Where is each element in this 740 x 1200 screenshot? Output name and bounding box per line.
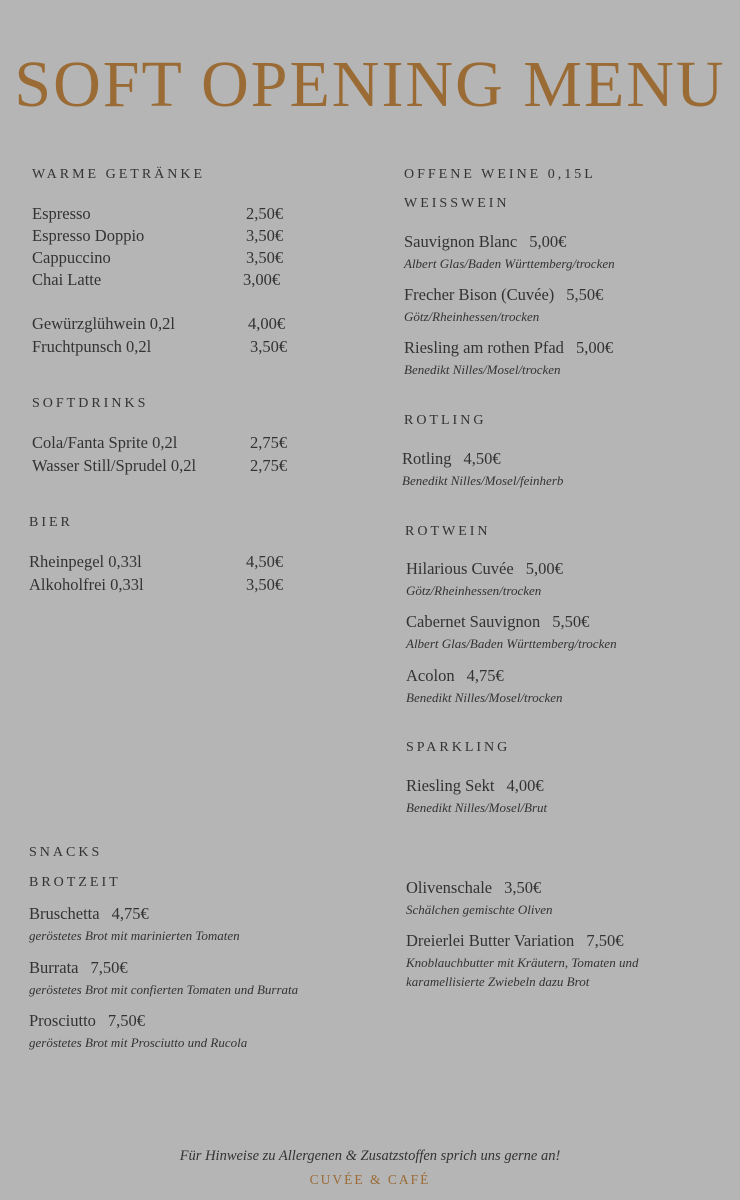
item-price: 5,00€ bbox=[525, 559, 563, 578]
item-price: 3,50€ bbox=[250, 337, 288, 356]
item-name: Riesling Sekt bbox=[406, 776, 495, 795]
section-heading-warme-getraenke: WARME GETRÄNKE bbox=[32, 167, 206, 182]
item-description-line-2: karamellisierte Zwiebeln dazu Brot bbox=[406, 974, 590, 989]
menu-item bbox=[32, 455, 196, 477]
item-description: Benedikt Nilles/Mosel/trocken bbox=[406, 690, 563, 705]
item-name: Fruchtpunsch 0,2l bbox=[32, 337, 152, 356]
item-price: 7,50€ bbox=[586, 931, 624, 950]
item-price: 4,50€ bbox=[463, 449, 501, 468]
item-price: 4,75€ bbox=[111, 904, 149, 923]
menu-item bbox=[404, 232, 566, 252]
item-price: 4,00€ bbox=[248, 314, 286, 333]
item-name: Hilarious Cuvée bbox=[406, 559, 514, 578]
menu-item bbox=[32, 269, 101, 291]
item-name: Rotling bbox=[402, 449, 452, 468]
item-price: 5,00€ bbox=[575, 338, 614, 357]
item-name: Bruschetta bbox=[29, 904, 100, 923]
menu-item bbox=[32, 225, 144, 247]
item-price: 7,50€ bbox=[107, 1011, 146, 1030]
menu-item bbox=[404, 338, 613, 358]
item-name: Olivenschale bbox=[406, 878, 493, 897]
item-name: Cappuccino bbox=[32, 248, 111, 267]
subsection-heading-brotzeit: BROTZEIT bbox=[29, 875, 121, 890]
section-heading-snacks: SNACKS bbox=[29, 845, 103, 860]
menu-item bbox=[32, 313, 175, 335]
item-name: Wasser Still/Sprudel 0,2l bbox=[32, 456, 197, 475]
menu-item bbox=[406, 776, 544, 796]
item-description: Götz/Rheinhessen/trocken bbox=[404, 309, 540, 324]
subsection-heading-weisswein: WEISSWEIN bbox=[404, 196, 510, 211]
item-price: 3,50€ bbox=[246, 575, 284, 594]
item-description: geröstetes Brot mit confierten Tomaten und Burrata bbox=[29, 982, 299, 997]
section-heading-bier: BIER bbox=[29, 515, 73, 530]
item-price: 5,50€ bbox=[552, 612, 590, 631]
menu-item bbox=[29, 574, 144, 596]
item-description: geröstetes Brot mit Prosciutto und Rucola bbox=[29, 1035, 248, 1050]
item-name: Prosciutto bbox=[29, 1011, 96, 1030]
item-name: Dreierlei Butter Variation bbox=[406, 931, 575, 950]
item-name: Espresso bbox=[32, 204, 91, 223]
menu-item bbox=[406, 559, 563, 579]
menu-item bbox=[404, 285, 603, 305]
item-name: Rheinpegel 0,33l bbox=[29, 552, 142, 571]
item-name: Riesling am rothen Pfad bbox=[404, 338, 564, 357]
menu-item bbox=[32, 247, 111, 269]
menu-item bbox=[29, 551, 142, 573]
item-price: 4,75€ bbox=[466, 666, 504, 685]
section-heading-softdrinks: SOFTDRINKS bbox=[32, 396, 149, 411]
item-description: Albert Glas/Baden Württemberg/trocken bbox=[406, 636, 617, 651]
menu-item bbox=[402, 449, 501, 469]
item-name: Cabernet Sauvignon bbox=[406, 612, 541, 631]
item-description: geröstetes Brot mit marinierten Tomaten bbox=[29, 928, 240, 943]
item-description: Albert Glas/Baden Württemberg/trocken bbox=[404, 256, 615, 271]
item-description: Benedikt Nilles/Mosel/feinherb bbox=[402, 473, 564, 488]
menu-item bbox=[29, 904, 149, 924]
menu-item bbox=[29, 958, 128, 978]
item-price: 3,00€ bbox=[243, 270, 281, 289]
item-price: 3,50€ bbox=[246, 248, 284, 267]
item-name: Alkoholfrei 0,33l bbox=[29, 575, 144, 594]
item-description: Benedikt Nilles/Mosel/Brut bbox=[406, 800, 548, 815]
menu-item bbox=[406, 931, 623, 951]
item-description: Knoblauchbutter mit Kräutern, Tomaten und bbox=[406, 955, 639, 970]
menu-item bbox=[32, 336, 151, 358]
subsection-heading-sparkling: SPARKLING bbox=[406, 740, 511, 755]
item-price: 3,50€ bbox=[246, 226, 284, 245]
item-price: 2,75€ bbox=[250, 433, 288, 452]
item-name: Gewürzglühwein 0,2l bbox=[32, 314, 175, 333]
item-name: Chai Latte bbox=[32, 270, 102, 289]
menu-title: SOFT OPENING MENU bbox=[14, 48, 726, 121]
menu-item bbox=[32, 432, 177, 454]
subsection-heading-rotling: ROTLING bbox=[404, 413, 487, 428]
menu-item bbox=[406, 612, 589, 632]
menu-item bbox=[32, 203, 91, 225]
item-price: 2,50€ bbox=[246, 204, 284, 223]
item-name: Sauvignon Blanc bbox=[404, 232, 518, 251]
subsection-heading-rotwein: ROTWEIN bbox=[405, 524, 491, 539]
item-price: 5,50€ bbox=[566, 285, 604, 304]
item-price: 2,75€ bbox=[250, 456, 288, 475]
item-name: Espresso Doppio bbox=[32, 226, 145, 245]
item-price: 3,50€ bbox=[504, 878, 542, 897]
allergen-note: Für Hinweise zu Allergenen & Zusatzstoffen sprich uns gerne an! bbox=[179, 1148, 561, 1164]
item-price: 4,00€ bbox=[506, 776, 544, 795]
item-description: Schälchen gemischte Oliven bbox=[406, 902, 553, 917]
item-name: Acolon bbox=[406, 666, 455, 685]
menu-item bbox=[406, 878, 541, 898]
menu-item bbox=[29, 1011, 145, 1031]
item-name: Burrata bbox=[29, 958, 79, 977]
item-price: 4,50€ bbox=[246, 552, 284, 571]
menu-item bbox=[406, 666, 504, 686]
item-name: Cola/Fanta Sprite 0,2l bbox=[32, 433, 178, 452]
item-name: Frecher Bison (Cuvée) bbox=[404, 285, 555, 304]
item-price: 7,50€ bbox=[90, 958, 128, 977]
item-description: Benedikt Nilles/Mosel/trocken bbox=[404, 362, 561, 377]
item-price: 5,00€ bbox=[529, 232, 567, 251]
item-description: Götz/Rheinhessen/trocken bbox=[406, 583, 542, 598]
section-heading-offene-weine: OFFENE WEINE 0,15L bbox=[404, 167, 596, 182]
brand-name: CUVÉE & CAFÉ bbox=[309, 1172, 431, 1187]
